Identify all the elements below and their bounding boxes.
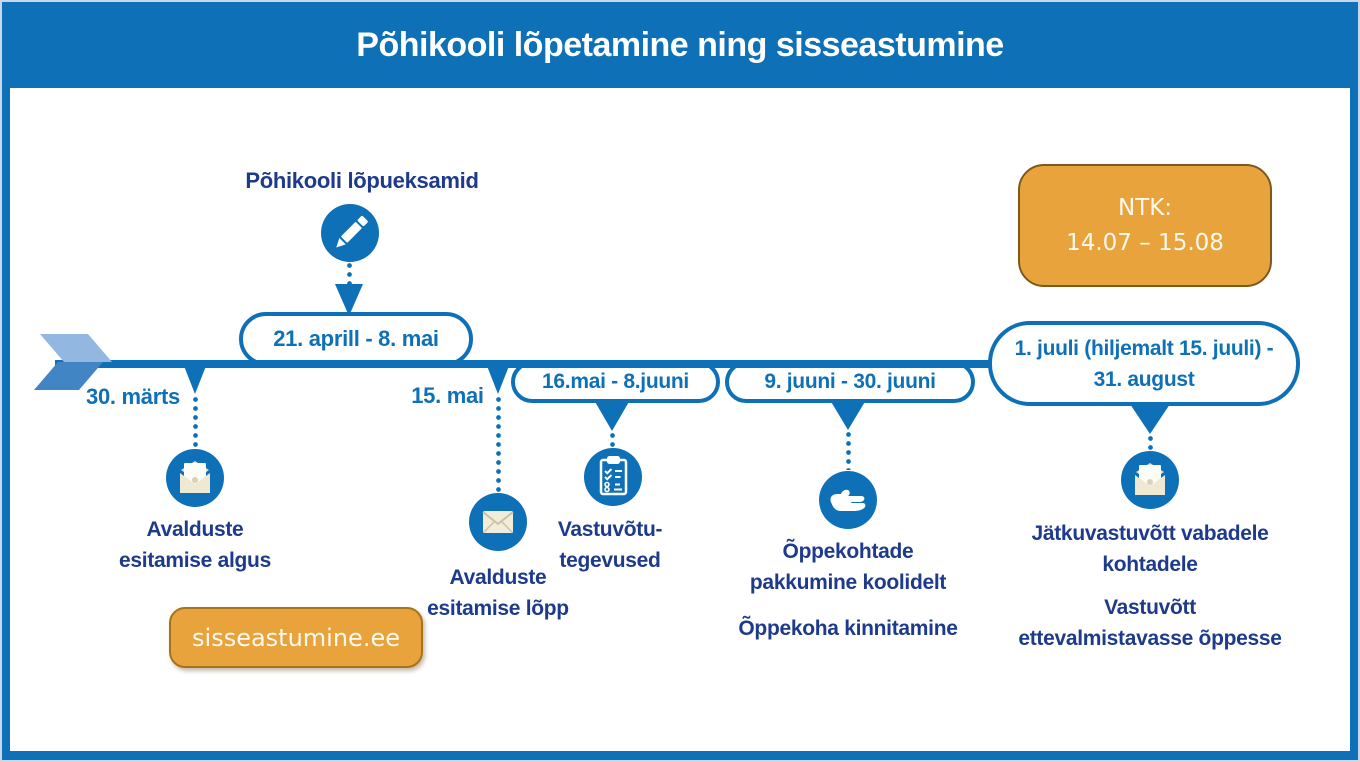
label-line: esitamise lõpp xyxy=(427,597,569,620)
label-line: Vastuvõtt xyxy=(1104,596,1196,619)
admission-icon-circle xyxy=(584,448,642,506)
website-badge xyxy=(169,607,423,668)
period-pill-continued-line1: 1. juuli (hiljemalt 15. juuli) - xyxy=(1014,336,1274,360)
label-line: Õppekohtade xyxy=(782,540,914,563)
period-pill-admission-text: 16.mai - 8.juuni xyxy=(542,370,689,393)
exam-label: Põhikooli lõpueksamid xyxy=(245,168,479,193)
ntk-badge-line1: NTK: xyxy=(1117,194,1173,221)
label-line: kohtadele xyxy=(1102,553,1198,576)
milestone-icon-circle xyxy=(166,449,224,507)
milestone-date-start: 30. märts xyxy=(86,384,180,409)
label-line: Avalduste xyxy=(146,518,244,541)
label-line: ettevalmistavasse õppesse xyxy=(1018,627,1282,650)
continued-label xyxy=(990,518,1310,580)
ntk-badge xyxy=(1018,164,1272,287)
period-pill-exams-text: 21. aprill - 8. mai xyxy=(273,326,439,351)
offers-icon-circle xyxy=(819,471,877,529)
offers-confirm-label xyxy=(708,613,988,644)
open-envelope-icon xyxy=(166,449,224,507)
label-line: Avalduste xyxy=(449,566,547,589)
offers-label xyxy=(708,536,988,598)
milestone-date-end: 15. mai xyxy=(411,383,484,408)
dotted-connector xyxy=(846,431,851,470)
dotted-connector xyxy=(496,396,501,492)
pen-icon xyxy=(321,204,379,262)
milestone-label-start xyxy=(75,514,315,576)
period-pill-continued-line2: 31. august xyxy=(1093,367,1195,391)
frame-border-bottom xyxy=(2,751,1358,760)
exam-icon-circle xyxy=(321,204,379,262)
period-pill-exams xyxy=(239,312,473,366)
frame-border-left xyxy=(2,88,10,751)
ntk-badge-line2: 14.07 – 15.08 xyxy=(1066,229,1224,256)
giving-hand-icon xyxy=(819,471,877,529)
label-line: Õppekoha kinnitamine xyxy=(738,617,958,640)
admission-label xyxy=(490,514,730,576)
label-line: Vastuvõtu- xyxy=(557,518,663,541)
clipboard-checklist-icon xyxy=(584,448,642,506)
label-line: pakkumine koolidelt xyxy=(749,571,947,594)
label-line: tegevused xyxy=(559,549,661,572)
open-envelope-icon xyxy=(1121,451,1179,509)
label-line: Jätkuvastuvõtt vabadele xyxy=(1031,522,1269,545)
header-bar xyxy=(2,2,1358,88)
frame-border-right xyxy=(1350,88,1358,751)
dotted-connector xyxy=(610,432,615,447)
preparatory-label xyxy=(990,592,1310,654)
website-badge-label: sisseastumine.ee xyxy=(192,623,400,652)
period-pill-offers-text: 9. juuni - 30. juuni xyxy=(764,370,936,393)
page-title: Põhikooli lõpetamine ning sisseastumine xyxy=(356,25,1004,64)
period-pill-continued xyxy=(988,321,1300,406)
dotted-connector xyxy=(1148,435,1153,450)
dotted-connector xyxy=(347,262,352,284)
continued-icon-circle xyxy=(1121,451,1179,509)
label-line: esitamise algus xyxy=(119,549,271,572)
